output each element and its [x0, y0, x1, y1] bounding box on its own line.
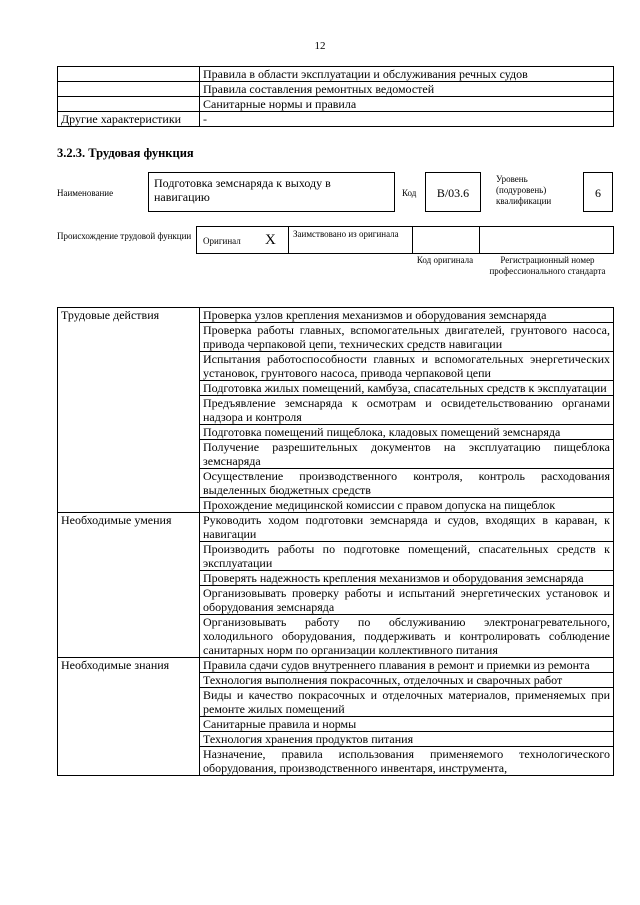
row-value: Правила в области эксплуатации и обслуживания речных судов: [200, 67, 614, 82]
origin-row: [196, 226, 614, 254]
code-label: Код: [402, 188, 417, 198]
function-name: Подготовка земснаряда к выходу в навигацию: [154, 176, 331, 204]
table-row: [58, 67, 614, 82]
table-row: [58, 112, 614, 127]
divider: [479, 227, 480, 253]
list-item: Получение разрешительных документов на эксплуатацию пищеблока земснаряда: [200, 440, 614, 469]
row-value: -: [200, 112, 614, 127]
list-item: Осуществление производственного контроля, контроль расходования выделенных бюджетных средств: [200, 469, 614, 498]
code-box: [425, 172, 481, 212]
list-item: Санитарные правила и нормы: [200, 717, 614, 732]
divider: [412, 227, 413, 253]
table-row: [58, 308, 614, 323]
list-item: Предъявление земснаряда к осмотрам и освидетельствованию органами надзора и контроля: [200, 396, 614, 425]
row-value: Правила составления ремонтных ведомостей: [200, 82, 614, 97]
level-label: Уровень (подуровень) квалификации: [496, 174, 552, 206]
row-label: [58, 97, 200, 112]
list-item: Подготовка жилых помещений, камбуза, спасательных средств к эксплуатации: [200, 381, 614, 396]
section-title: 3.2.3. Трудовая функция: [57, 146, 194, 160]
list-item: Организовывать работу по обслуживанию электронагревательного, холодильного оборудования, поддерживать и контролировать соблюдение санитарных норм по организации коллективного питания: [200, 615, 614, 658]
function-name-box: [148, 172, 395, 212]
divider: [288, 227, 289, 253]
page-number: 12: [314, 40, 326, 52]
list-item: Правила сдачи судов внутреннего плавания в ремонт и приемки из ремонта: [200, 658, 614, 673]
list-item: Организовывать проверку работы и испытаний энергетических установок и оборудования земснаряда: [200, 586, 614, 615]
top-table: [57, 66, 614, 127]
list-item: Подготовка помещений пищеблока, кладовых помещений земснаряда: [200, 425, 614, 440]
group-label: Трудовые действия: [58, 308, 200, 513]
list-item: Испытания работоспособности главных и вспомогательных энергетических установок, грунтового насоса, привода черпаковой цепи: [200, 352, 614, 381]
list-item: Назначение, правила использования применяемого технологического оборудования, производственного инвентаря, инструмента,: [200, 747, 614, 776]
list-item: Руководить ходом подготовки земснаряда и судов, входящих в караван, к навигации: [200, 513, 614, 542]
original-label: Оригинал: [203, 236, 241, 246]
table-row: [58, 513, 614, 542]
row-label: Другие характеристики: [58, 112, 200, 127]
table-row: [58, 658, 614, 673]
reg-number-caption: Регистрационный номер профессионального стандарта: [489, 255, 606, 276]
level-value: 6: [595, 186, 601, 200]
list-item: Прохождение медицинской комиссии с правом допуска на пищеблок: [200, 498, 614, 513]
level-box: [583, 172, 613, 212]
row-label: [58, 82, 200, 97]
list-item: Производить работы по подготовке помещений, спасательных средств к эксплуатации: [200, 542, 614, 571]
list-item: Виды и качество покрасочных и отделочных материалов, применяемых при ремонте жилых помещений: [200, 688, 614, 717]
list-item: Проверка работы главных, вспомогательных двигателей, грунтового насоса, привода черпаковой цепи, технических средств навигации: [200, 323, 614, 352]
list-item: Технология выполнения покрасочных, отделочных и сварочных работ: [200, 673, 614, 688]
row-label: [58, 67, 200, 82]
table-row: [58, 97, 614, 112]
list-item: Проверять надежность крепления механизмов и оборудования земснаряда: [200, 571, 614, 586]
borrowed-label: Заимствовано из оригинала: [293, 229, 399, 239]
group-label: Необходимые умения: [58, 513, 200, 658]
main-table: [57, 307, 614, 776]
group-label: Необходимые знания: [58, 658, 200, 776]
code-value: B/03.6: [436, 186, 470, 200]
code-original-caption: Код оригинала: [416, 255, 474, 265]
origin-label: Происхождение трудовой функции: [57, 231, 192, 241]
list-item: Проверка узлов крепления механизмов и оборудования земснаряда: [200, 308, 614, 323]
name-label: Наименование: [57, 188, 114, 198]
list-item: Технология хранения продуктов питания: [200, 732, 614, 747]
table-row: [58, 82, 614, 97]
original-mark: X: [265, 232, 276, 248]
row-value: Санитарные нормы и правила: [200, 97, 614, 112]
